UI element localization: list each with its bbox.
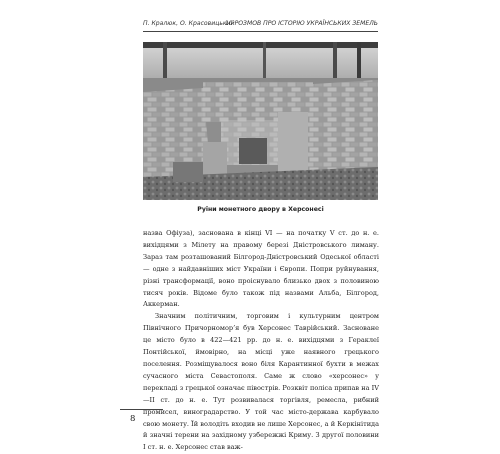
header-authors: П. Кралюк, О. Красовицький xyxy=(143,20,235,27)
paragraph: назва Офіуза), заснована в кінці VI — на початку V ст. до н. е. вихідцями з Мілету на правому березі Дністровського лиману. Зараз там розташований Білгород-Дністровський Одеської області — одне з найдавніших міст України і Європи. Попри руйнування, різні трансформації, воно проіснувало близько двох з половиною тисяч років. Відоме було також під назвами Альба, Білгород, Аккерман. xyxy=(143,229,379,309)
paragraph: Значним політичним, торговим і культурним центром Північного Причорномор’я був Херсонес Таврійський. Засноване це місто було в 422—421 рр. до н. е. вихідцями з Гераклеї Понтійської, ймовірно, на місці уже наявного грецького поселення. Розміщувалося воно біля Карантинної бухти в межах сучасного міста Севастополя. Саме ж слово «херсонес» у перекладі з грецької означає півострів. Розквіт поліса припав на IV—II ст. до н. е. Тут розвивалася торгівля, ремесла, рибний промисел, виноградарство. У той час місто-держава карбувало свою монету. Їй володіть входив не лише Херсонес, а й Керкінітида й значні терени на західному узбережжі Криму. З другої половини I ст. н. е. Херсонес став важ- xyxy=(143,312,379,452)
footer-rule xyxy=(120,409,163,410)
figure-caption: Руїни монетного двору в Херсонесі xyxy=(197,206,324,213)
page-number: 8 xyxy=(130,414,136,424)
header-book-title: 10 РОЗМОВ ПРО ІСТОРІЮ УКРАЇНСЬКИХ ЗЕМЕЛЬ xyxy=(224,20,378,27)
ruins-photo xyxy=(143,42,378,200)
body-text xyxy=(143,228,379,454)
running-header xyxy=(143,17,378,32)
